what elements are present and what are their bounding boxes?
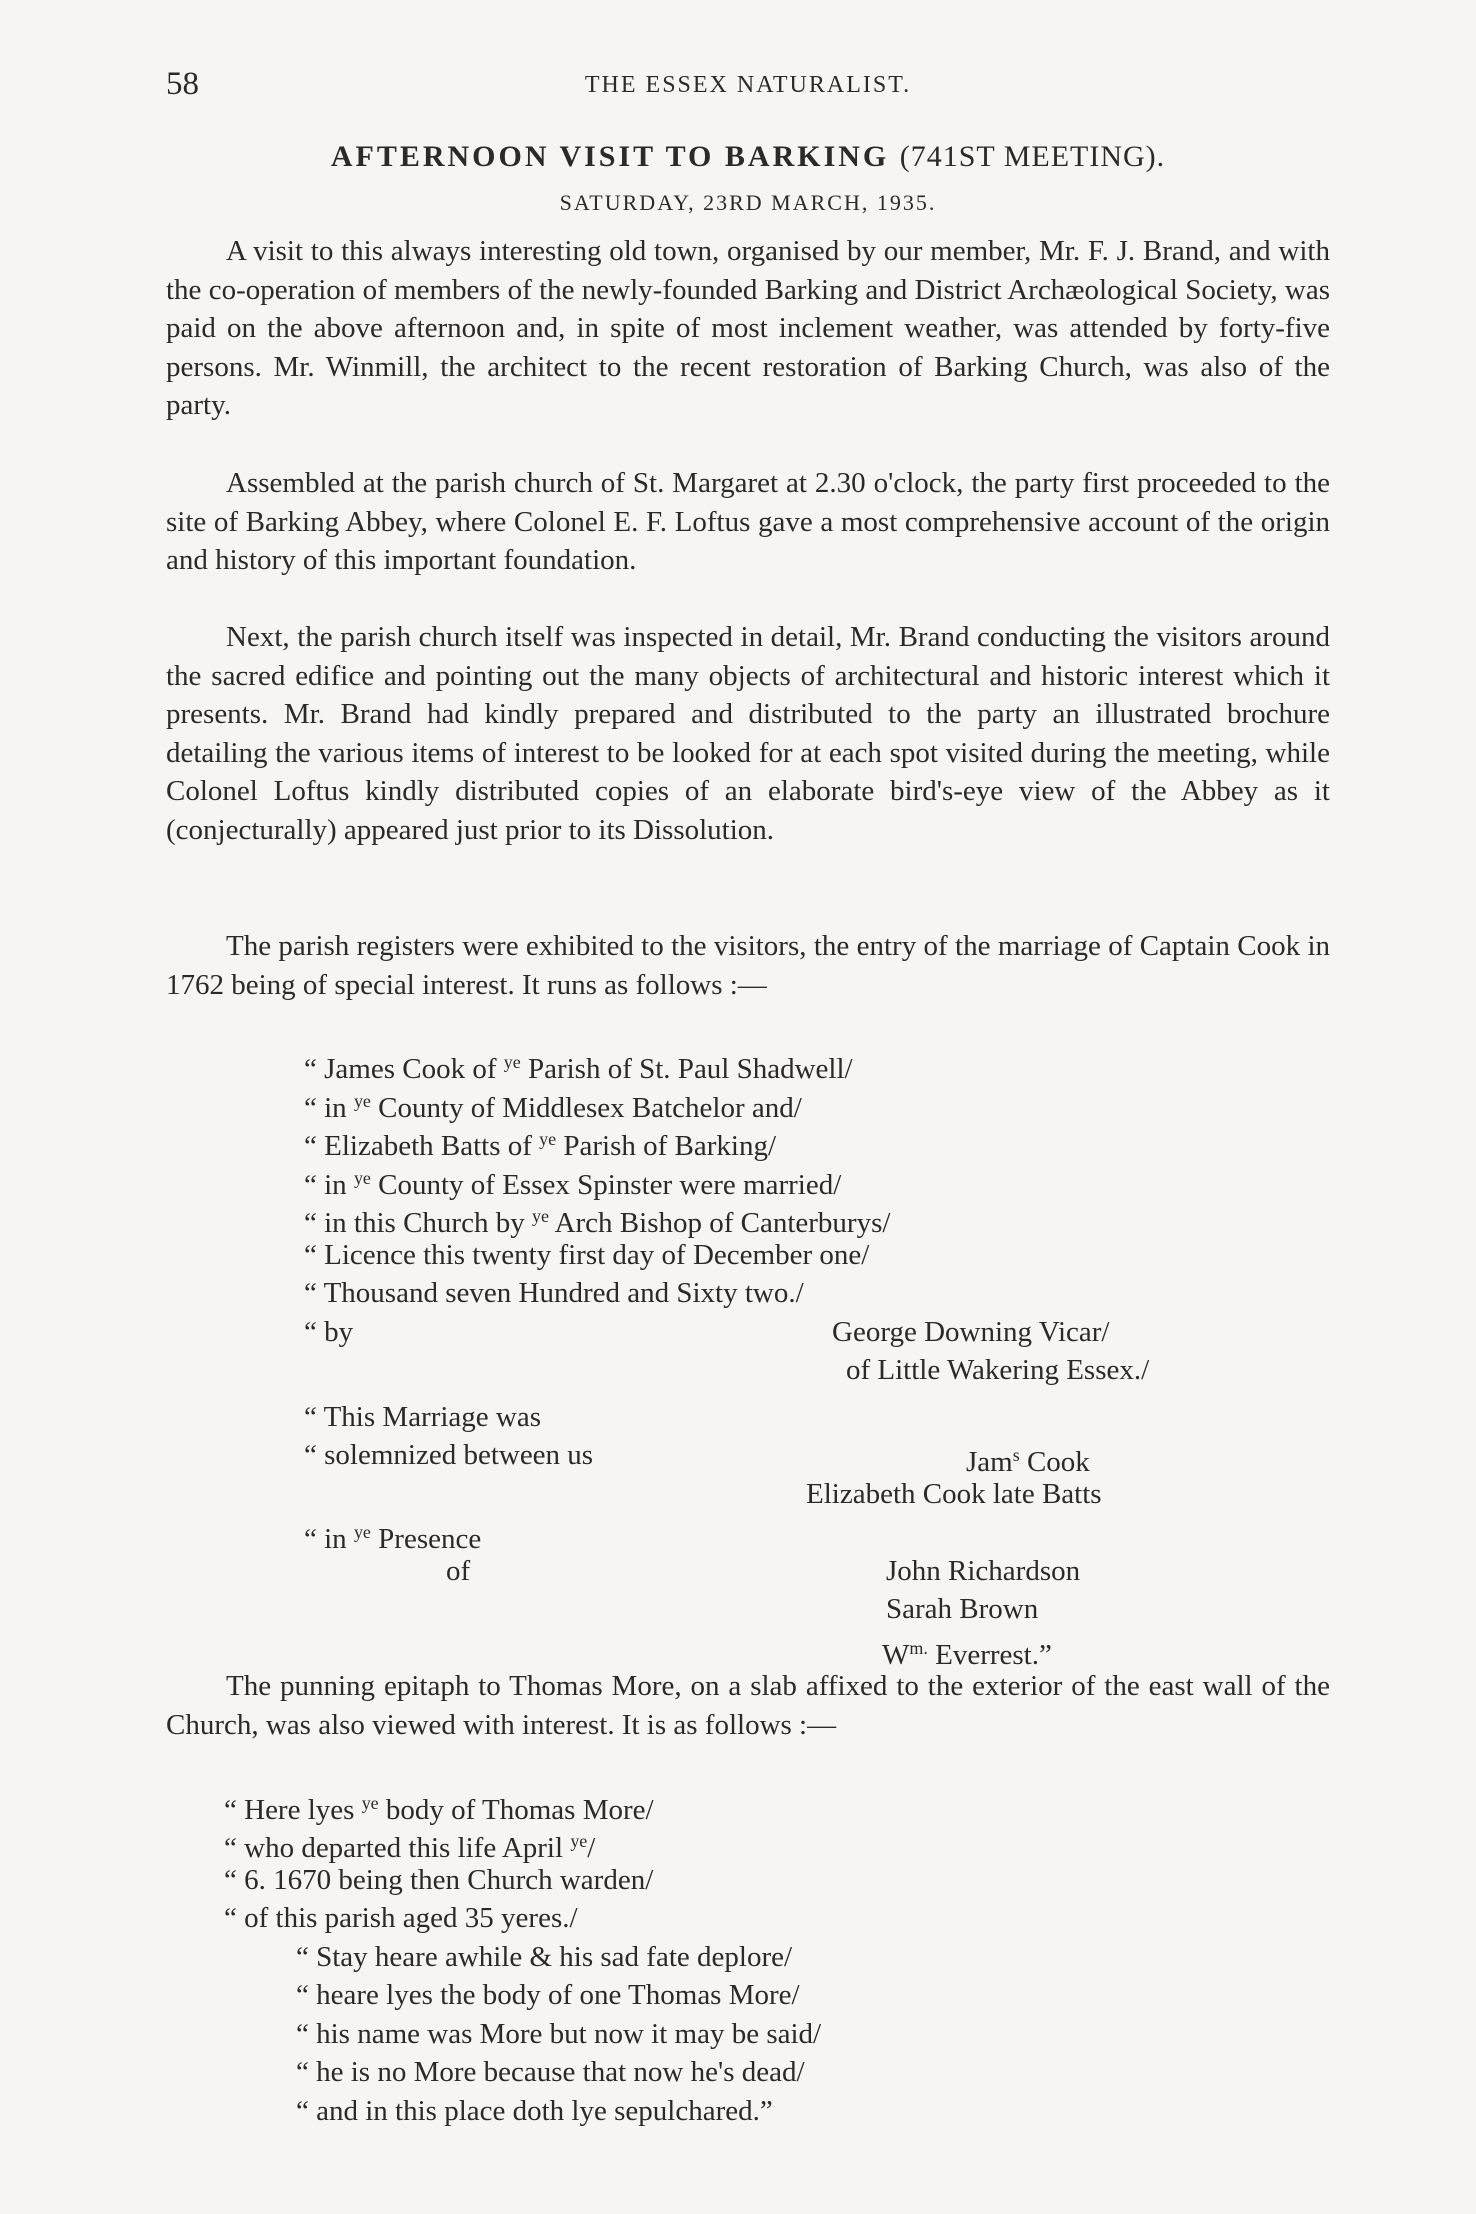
epitaph-line: “ who departed this life April $^{ye}$/ (224, 1831, 596, 1864)
register-by: “ by (304, 1316, 354, 1348)
paragraph-registers: The parish registers were exhibited to the visitors, the entry of the marriage of Captain Cook in 1762 being of special interest. It runs as follows :— (166, 930, 1330, 1001)
register-line: “ in this Church by $^{ye}$ Arch Bishop of Canterburys/ (304, 1206, 891, 1239)
epitaph-line: “ Here lyes $^{ye}$ body of Thomas More/ (224, 1793, 654, 1826)
register-line: “ Elizabeth Batts of $^{ye}$ Parish of Barking/ (304, 1129, 777, 1162)
epitaph-verse-line: “ he is no More because that now he's dead/ (296, 2056, 805, 2088)
paragraph-epitaph: The punning epitaph to Thomas More, on a slab affixed to the exterior of the east wall of the Church, was also viewed with interest. It is as follows :— (166, 1670, 1330, 1741)
vicar-name: George Downing Vicar/ (832, 1316, 1110, 1348)
witness-name: $W^{m.}$ Everrest.” (882, 1638, 1052, 1671)
epitaph-line: “ of this parish aged 35 yeres./ (224, 1902, 578, 1934)
groom-signature: Jam$^s$ Cook (966, 1445, 1090, 1478)
article-title-main: AFTERNOON VISIT TO BARKING (330, 140, 890, 173)
register-marriage-line: “ solemnized between us (304, 1439, 594, 1471)
epitaph-verse-line: “ heare lyes the body of one Thomas More/ (296, 1979, 800, 2011)
paragraph-intro: A visit to this always interesting old town, organised by our member, Mr. F. J. Brand, and with the co-operation of members of the newly-founded Barking and District Archæological Society, was paid on the above afternoon and, in spite of most inclement weather, was attended by forty-five persons. Mr. Winmill, the architect to the recent restoration of Barking Church, was also of the party. (166, 235, 1330, 422)
epitaph-line: “ 6. 1670 being then Church warden/ (224, 1864, 654, 1896)
register-line: “ in $^{ye}$ County of Essex Spinster were married/ (304, 1168, 842, 1201)
register-line: “ in $^{ye}$ County of Middlesex Batchelor and/ (304, 1091, 802, 1124)
paragraph-abbey: Assembled at the parish church of St. Margaret at 2.30 o'clock, the party first proceeded to the site of Barking Abbey, where Colonel E. F. Loftus gave a most comprehensive account of the origin and history of this important foundation. (166, 467, 1330, 577)
register-marriage-line: “ This Marriage was (304, 1401, 542, 1433)
epitaph-verse-line: “ and in this place doth lye sepulchared.” (296, 2095, 773, 2127)
register-of: of (446, 1555, 471, 1587)
article-title (166, 140, 1330, 174)
article-title-meeting: (741ST MEETING). (899, 140, 1166, 173)
register-line: “ Licence this twenty first day of December one/ (304, 1239, 870, 1271)
register-presence: “ in $^{ye}$ Presence (304, 1522, 482, 1555)
register-line: “ Thousand seven Hundred and Sixty two./ (304, 1277, 804, 1309)
register-line: “ James Cook of $^{ye}$ Parish of St. Paul Shadwell/ (304, 1052, 853, 1085)
page-header (166, 66, 1330, 116)
epitaph-verse-line: “ his name was More but now it may be said/ (296, 2018, 822, 2050)
epitaph-verse-line: “ Stay heare awhile & his sad fate deplore/ (296, 1941, 793, 1973)
bride-signature: Elizabeth Cook late Batts (806, 1478, 1102, 1510)
paragraph-church: Next, the parish church itself was inspected in detail, Mr. Brand conducting the visitors around the sacred edifice and pointing out the many objects of architectural and historic interest which it presents. Mr. Brand had kindly prepared and distributed to the party an illustrated brochure detailing the various items of interest to be looked for at each spot visited during the meeting, while Colonel Loftus kindly distributed copies of an elaborate bird's-eye view of the Abbey as it (conjecturally) appeared just prior to its Dissolution. (166, 621, 1330, 846)
running-head: THE ESSEX NATURALIST. (584, 72, 912, 98)
meeting-date: SATURDAY, 23RD MARCH, 1935. (559, 190, 937, 215)
witness-name: Sarah Brown (886, 1593, 1039, 1625)
vicar-parish: of Little Wakering Essex./ (846, 1354, 1150, 1386)
witness-name: John Richardson (886, 1555, 1081, 1587)
page-number: 58 (166, 66, 199, 102)
